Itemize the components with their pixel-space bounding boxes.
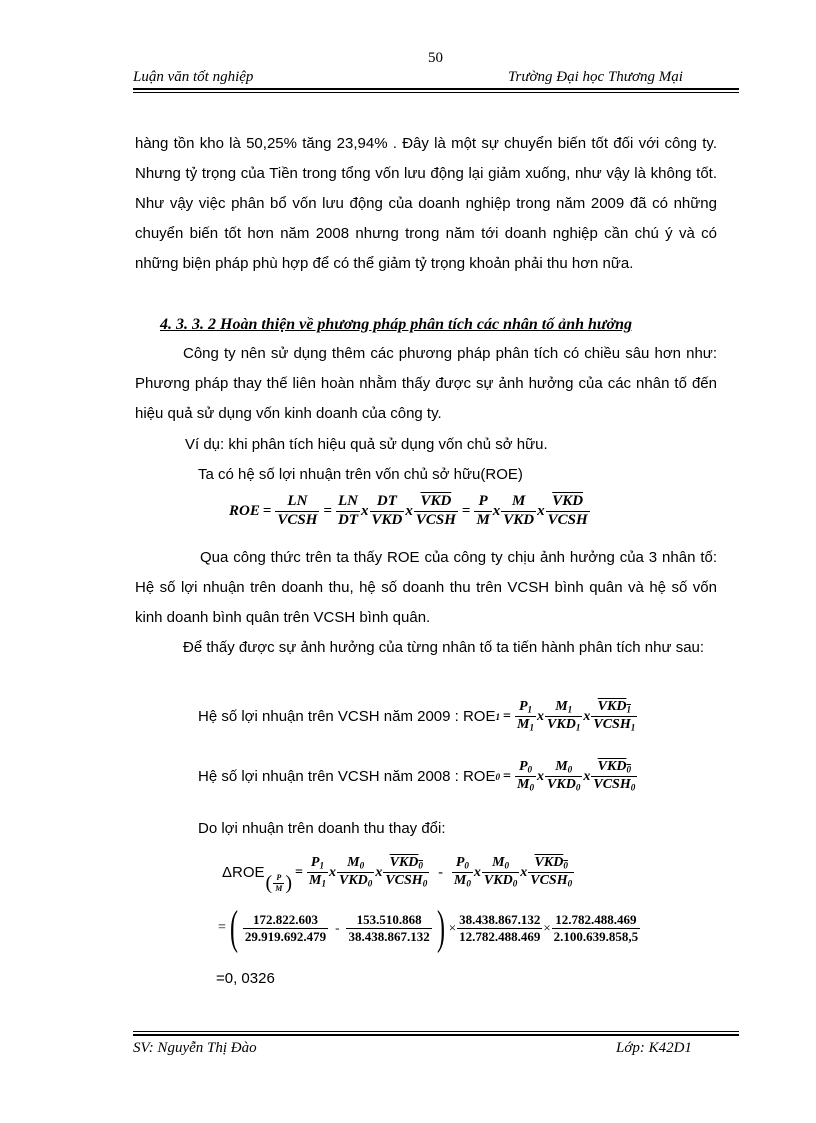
delta-roe-formula: ΔROE ( $\frac{P}{M}$ ) = $\frac{P_1}{M_1}$ x $\frac{M_0}{VKD_0}$ x $\frac{VKD_0}{VCSH_0}$ - $\frac{P_0}{M_0}$ x $\frac{M_0}{VKD_0}$ x $\frac{VKD_0}{VCSH_0}$ <box>222 854 573 894</box>
example-line: Ví dụ: khi phân tích hiệu quả sử dụng vốn chủ sở hữu. <box>185 436 548 453</box>
header-right: Trường Đại học Thương Mại <box>508 69 683 85</box>
footer-right: Lớp: K42D1 <box>616 1040 692 1056</box>
numeric-substitution: = ( $\frac{172.822.603}{29.919.692.479}$ - $\frac{153.510.868}{38.438.867.132}$ ) × $\frac{38.438.867.132}{12.782.488.469}$ × $\frac{12.782.488.469}{2.100.639.858,5}$ <box>218 901 639 954</box>
header-left: Luận văn tốt nghiệp <box>133 69 254 85</box>
roe-intro-line: Ta có hệ số lợi nhuận trên vốn chủ sở hữu(ROE) <box>198 466 523 483</box>
roe-2008-formula: Hệ số lợi nhuận trên VCSH năm 2008 : ROE 0 = $\frac{P_0}{M_0}$ x $\frac{M_0}{VKD_0}$ x $\frac{VKD_0}{VCSH_0}$ <box>198 759 636 793</box>
result-value: =0, 0326 <box>216 970 275 987</box>
paragraph-inventory: hàng tồn kho là 50,25% tăng 23,94% . Đây là một sự chuyển biến tốt đối với công ty. Nhưng tỷ trọng của Tiền trong tổng vốn lưu động lại giảm xuống, như vậy là không tốt. Như vậy việc phân bổ vốn lưu động của doanh nghiệp trong năm 2009 đã có những chuyển biến tốt hơn năm 2008 nhưng trong năm tới doanh nghiệp cần chú ý và có những biện pháp phù hợp để có thể giảm tỷ trọng khoản phải thu hơn nữa. <box>135 135 717 272</box>
header-rule-thick <box>133 88 739 90</box>
footer-left: SV: Nguyễn Thị Đào <box>133 1040 257 1056</box>
paragraph-method: Công ty nên sử dụng thêm các phương pháp phân tích có chiều sâu hơn như: Phương pháp thay thế liên hoàn nhằm thấy được sự ảnh hưởng của các nhân tố đến hiệu quả sử dụng vốn kinh doanh của công ty. <box>135 345 717 422</box>
change-label: Do lợi nhuận trên doanh thu thay đổi: <box>198 820 446 837</box>
header-rule-thin <box>133 92 739 93</box>
roe-formula: ROE = $\frac{LN}{\text{VCSH}}$ = $\frac{LN}{DT}$ x $\frac{DT}{\text{VKD}}$ x $\frac{\overline{VKD}}{\text{VCSH}}$ = $\frac{P}{M}$ x $\frac{M}{\text{VKD}}$ x $\frac{\overline{VKD}}{\text{VCSH}}$ <box>229 493 588 528</box>
footer-rule-thick <box>133 1034 739 1036</box>
roe-2009-formula: Hệ số lợi nhuận trên VCSH năm 2009 : ROE 1 = $\frac{P_1}{M_1}$ x $\frac{M_1}{VKD_1}$ x $\frac{VKD_1}{VCSH_1}$ <box>198 699 636 733</box>
paragraph-analysis: Để thấy được sự ảnh hưởng của từng nhân tố ta tiến hành phân tích như sau: <box>183 639 705 656</box>
paragraph-factors: Qua công thức trên ta thấy ROE của công ty chịu ảnh hưởng của 3 nhân tố: Hệ số lợi nhuận trên doanh thu, hệ số doanh thu trên VCSH bình quân và hệ số vốn kinh doanh bình quân trên VCSH bình quân. <box>135 549 717 626</box>
page-number: 50 <box>428 50 443 66</box>
section-heading: 4. 3. 3. 2 Hoàn thiện về phương pháp phân tích các nhân tố ảnh hưởng <box>160 316 632 333</box>
footer-rule-thin <box>133 1031 739 1032</box>
